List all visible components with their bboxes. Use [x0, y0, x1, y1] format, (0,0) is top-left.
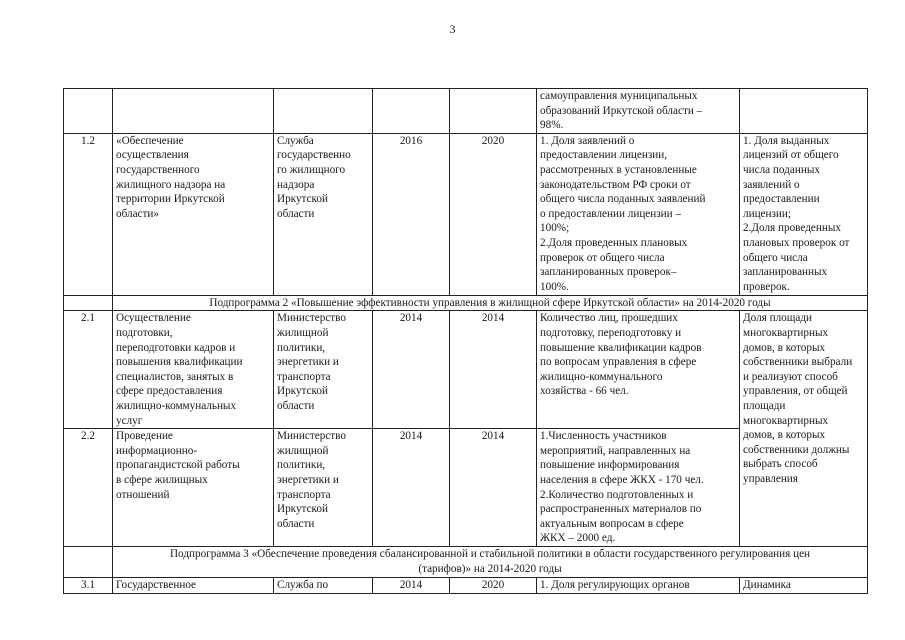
start-year: 2014 [373, 311, 450, 429]
row-number: 3.1 [64, 578, 113, 594]
end-year: 2014 [450, 311, 537, 429]
measure-name: Проведение информационно- пропагандистской работы в сфере жилищных отношений [113, 429, 274, 547]
subprogram-header [64, 295, 868, 311]
start-year: 2014 [373, 578, 450, 594]
end-year: 2014 [450, 429, 537, 547]
row-number: 2.1 [64, 311, 113, 429]
subprogram-3-title: Подпрограмма 3 «Обеспечение проведения сбалансированной и стабильной политики в области государственного регулирования цен (тарифов)» на 2014-2020 годы [113, 547, 868, 578]
executor: Министерство жилищной политики, энергетики и транспорта Иркутской области [274, 429, 373, 547]
measure-name [113, 89, 274, 134]
measure-name: «Обеспечение осуществления государственного жилищного надзора на территории Иркутской области» [113, 133, 274, 295]
measure-name: Осуществление подготовки, переподготовки кадров и повышения квалификации специалистов, занятых в сфере предоставления жилищно-коммунальных услуг [113, 311, 274, 429]
end-year [450, 89, 537, 134]
table-row [64, 578, 868, 594]
result-cell: Динамика [740, 578, 868, 594]
row-number [64, 89, 113, 134]
indicator-cell: 1. Доля заявлений о предоставлении лицензии, рассмотренных в установленные законодательством РФ сроки от общего числа поданных заявлений о предоставлении лицензии – 100%; 2.Доля проведенных плановых проверок от общего числа запланированных проверок– 100%. [537, 133, 740, 295]
start-year [373, 89, 450, 134]
indicator-cell: 1. Доля регулирующих органов [537, 578, 740, 594]
table-row [64, 133, 868, 295]
indicator-cell: самоуправления муниципальных образований Иркутской области – 98%. [537, 89, 740, 134]
table-row [64, 89, 868, 134]
page-number: 3 [449, 22, 456, 36]
table-row [64, 311, 868, 429]
subprogram-2-title: Подпрограмма 2 «Повышение эффективности управления в жилищной сфере Иркутской области» на 2014-2020 годы [113, 295, 868, 311]
executor: Министерство жилищной политики, энергетики и транспорта Иркутской области [274, 311, 373, 429]
subprogram-header [64, 547, 868, 578]
end-year: 2020 [450, 578, 537, 594]
result-cell: 1. Доля выданных лицензий от общего числа поданных заявлений о предоставлении лицензии; 2.Доля проведенных плановых проверок от общего числа запланированных проверок. [740, 133, 868, 295]
measure-name: Государственное [113, 578, 274, 594]
result-cell [740, 89, 868, 134]
start-year: 2016 [373, 133, 450, 295]
end-year: 2020 [450, 133, 537, 295]
row-number: 2.2 [64, 429, 113, 547]
indicator-cell: 1.Численность участников мероприятий, направленных на повышение информирования населения в сфере ЖКХ - 170 чел. 2.Количество подготовленных и распространенных материалов по актуальным вопросам в сфере ЖКХ – 2000 ед. [537, 429, 740, 547]
row-number: 1.2 [64, 133, 113, 295]
start-year: 2014 [373, 429, 450, 547]
program-table [63, 88, 868, 594]
indicator-cell: Количество лиц, прошедших подготовку, переподготовку и повышение квалификации кадров по вопросам управления в сфере жилищно-коммунального хозяйства - 66 чел. [537, 311, 740, 429]
executor [274, 89, 373, 134]
result-cell: Доля площади многоквартирных домов, в которых собственники выбрали и реализуют способ управления, от общей площади многоквартирных домов, в которых собственники должны выбрать способ управления [740, 311, 868, 547]
executor: Служба государственно го жилищного надзора Иркутской области [274, 133, 373, 295]
executor: Служба по [274, 578, 373, 594]
